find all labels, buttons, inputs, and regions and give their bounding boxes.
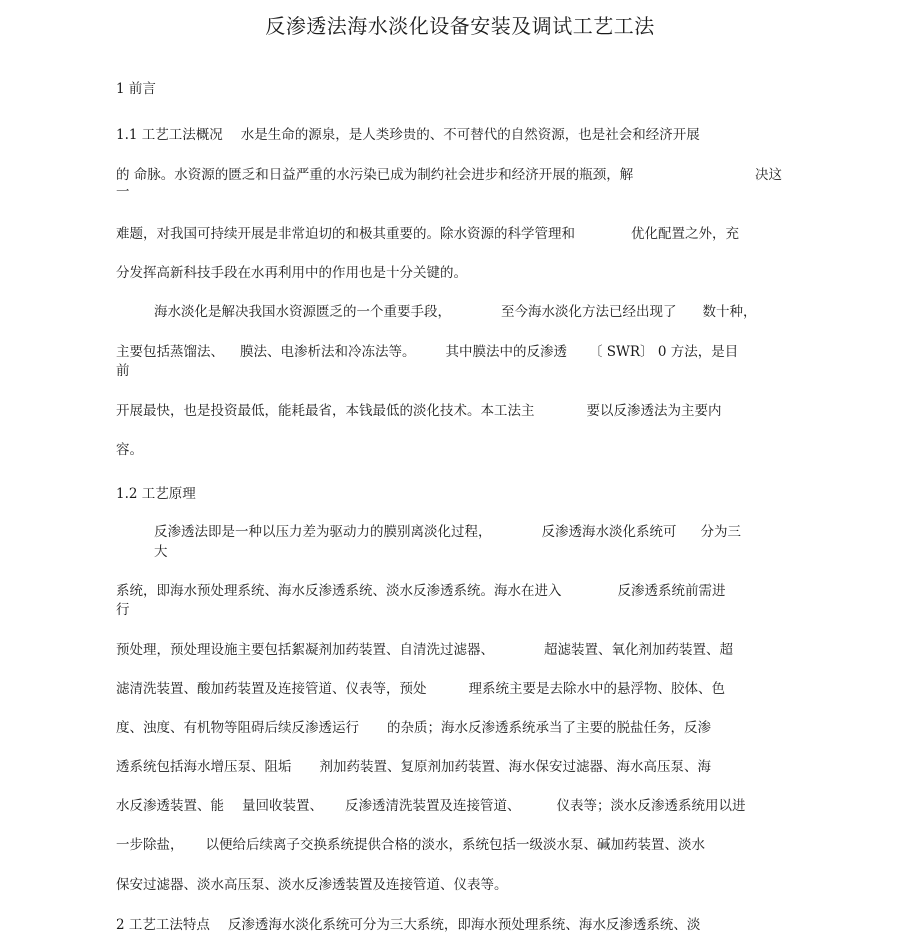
paragraph-text: 度、浊度、有机物等阻碍后续反渗透运行 [116, 720, 359, 736]
paragraph-text: 预处理，预处理设施主要包括絮凝剂加药装置、自清洗过滤器、 [116, 642, 494, 658]
paragraph-text: 分为三 [700, 524, 741, 540]
paragraph-fragment: 决这 [755, 167, 782, 183]
paragraph-text: 反渗透系统前需进 [617, 583, 726, 599]
paragraph-line [116, 225, 739, 243]
paragraph-text: 反渗透法即是一种以压力差为驱动力的膜别离淡化过程， [154, 524, 492, 540]
paragraph-line [154, 523, 741, 541]
paragraph-line [116, 719, 711, 737]
paragraph-text: 滤清洗装置、酸加药装置及连接管道、仪表等，预处 [116, 681, 427, 697]
paragraph-text: 超滤装置、氧化剂加药装置、超 [544, 642, 733, 658]
paragraph-text: 至今海水淡化方法已经出现了 [501, 304, 677, 320]
document-title: 反渗透法海水淡化设备安装及调试工艺工法 [265, 14, 655, 38]
section-1-1-line [116, 126, 700, 144]
paragraph-line [116, 836, 705, 854]
paragraph-fragment: 一 [116, 184, 130, 200]
paragraph-line [116, 402, 722, 420]
paragraph-fragment: 行 [116, 602, 130, 618]
paragraph-text: 主要包括蒸馏法、 [116, 344, 224, 360]
paragraph-text: 的杂质；海水反渗透系统承当了主要的脱盐任务，反渗 [387, 720, 711, 736]
paragraph-text: 反渗透海水淡化系统可 [541, 524, 677, 540]
paragraph-text: 仪表等；淡水反渗透系统用以进 [556, 798, 746, 814]
section-2-heading: 2 工艺工法特点 [116, 917, 210, 933]
paragraph-line [116, 758, 711, 776]
paragraph-text: 以便给后续离子交换系统提供合格的淡水，系统包括一级淡水泵、碱加药装置、淡水 [205, 837, 705, 853]
paragraph-text: 难题，对我国可持续开展是非常迫切的和极其重要的。除水资源的科学管理和 [116, 226, 575, 242]
paragraph-line: 分发挥高新科技手段在水再利用中的作用也是十分关键的。 [116, 265, 467, 281]
paragraph-text: 一步除盐， [116, 837, 184, 853]
paragraph-text: 数十种， [702, 304, 757, 320]
paragraph-line [116, 582, 726, 600]
section-2-line [116, 916, 700, 934]
paragraph-fragment: 前 [116, 363, 130, 379]
paragraph-text: 水反渗透装置、能 [116, 798, 224, 814]
paragraph-text: 系统，即海水预处理系统、海水反渗透系统、淡水反渗透系统。海水在进入 [116, 583, 562, 599]
paragraph-text: 水是生命的源泉，是人类珍贵的、不可替代的自然资源，也是社会和经济开展 [240, 127, 700, 143]
paragraph-line: 保安过滤器、淡水高压泵、淡水反渗透装置及连接管道、仪表等。 [116, 877, 508, 893]
paragraph-text: 优化配置之外，充 [631, 226, 739, 242]
paragraph-text: 开展最快，也是投资最低，能耗最省，本钱最低的淡化技术。本工法主 [116, 403, 535, 419]
paragraph-text: 理系统主要是去除水中的悬浮物、胶体、色 [468, 681, 725, 697]
paragraph-line: 容。 [116, 442, 143, 458]
paragraph-fragment: 大 [154, 544, 168, 560]
paragraph-line [116, 641, 733, 659]
section-1-2-heading: 1.2 工艺原理 [116, 486, 196, 502]
paragraph-text: 剂加药装置、复原剂加药装置、海水保安过滤器、海水高压泵、海 [319, 759, 711, 775]
paragraph-text: 海水淡化是解决我国水资源匮乏的一个重要手段， [154, 304, 451, 320]
paragraph-line [116, 680, 725, 698]
paragraph-line [116, 797, 746, 815]
paragraph-text: 膜法、电渗析法和冷冻法等。 [240, 344, 416, 360]
paragraph-text: 要以反渗透法为主要内 [586, 403, 722, 419]
paragraph-text: 反渗透海水淡化系统可分为三大系统，即海水预处理系统、海水反渗透系统、淡 [227, 917, 701, 933]
paragraph-line [116, 343, 738, 361]
paragraph-text: 〔 SWR〕 0 方法，是目 [589, 344, 739, 360]
paragraph-text: 反渗透清洗装置及连接管道、 [345, 798, 521, 814]
paragraph-text: 量回收装置、 [242, 798, 323, 814]
paragraph-line [154, 303, 757, 321]
section-1-1-heading: 1.1 工艺工法概况 [116, 127, 223, 143]
section-1-heading: 1 前言 [116, 81, 156, 97]
paragraph-text: 透系统包括海水增压泵、阻垢 [116, 759, 292, 775]
paragraph-text: 其中膜法中的反渗透 [445, 344, 567, 360]
paragraph-line: 的 命脉。水资源的匮乏和日益严重的水污染已成为制约社会进步和经济开展的瓶颈，解 [116, 167, 634, 183]
